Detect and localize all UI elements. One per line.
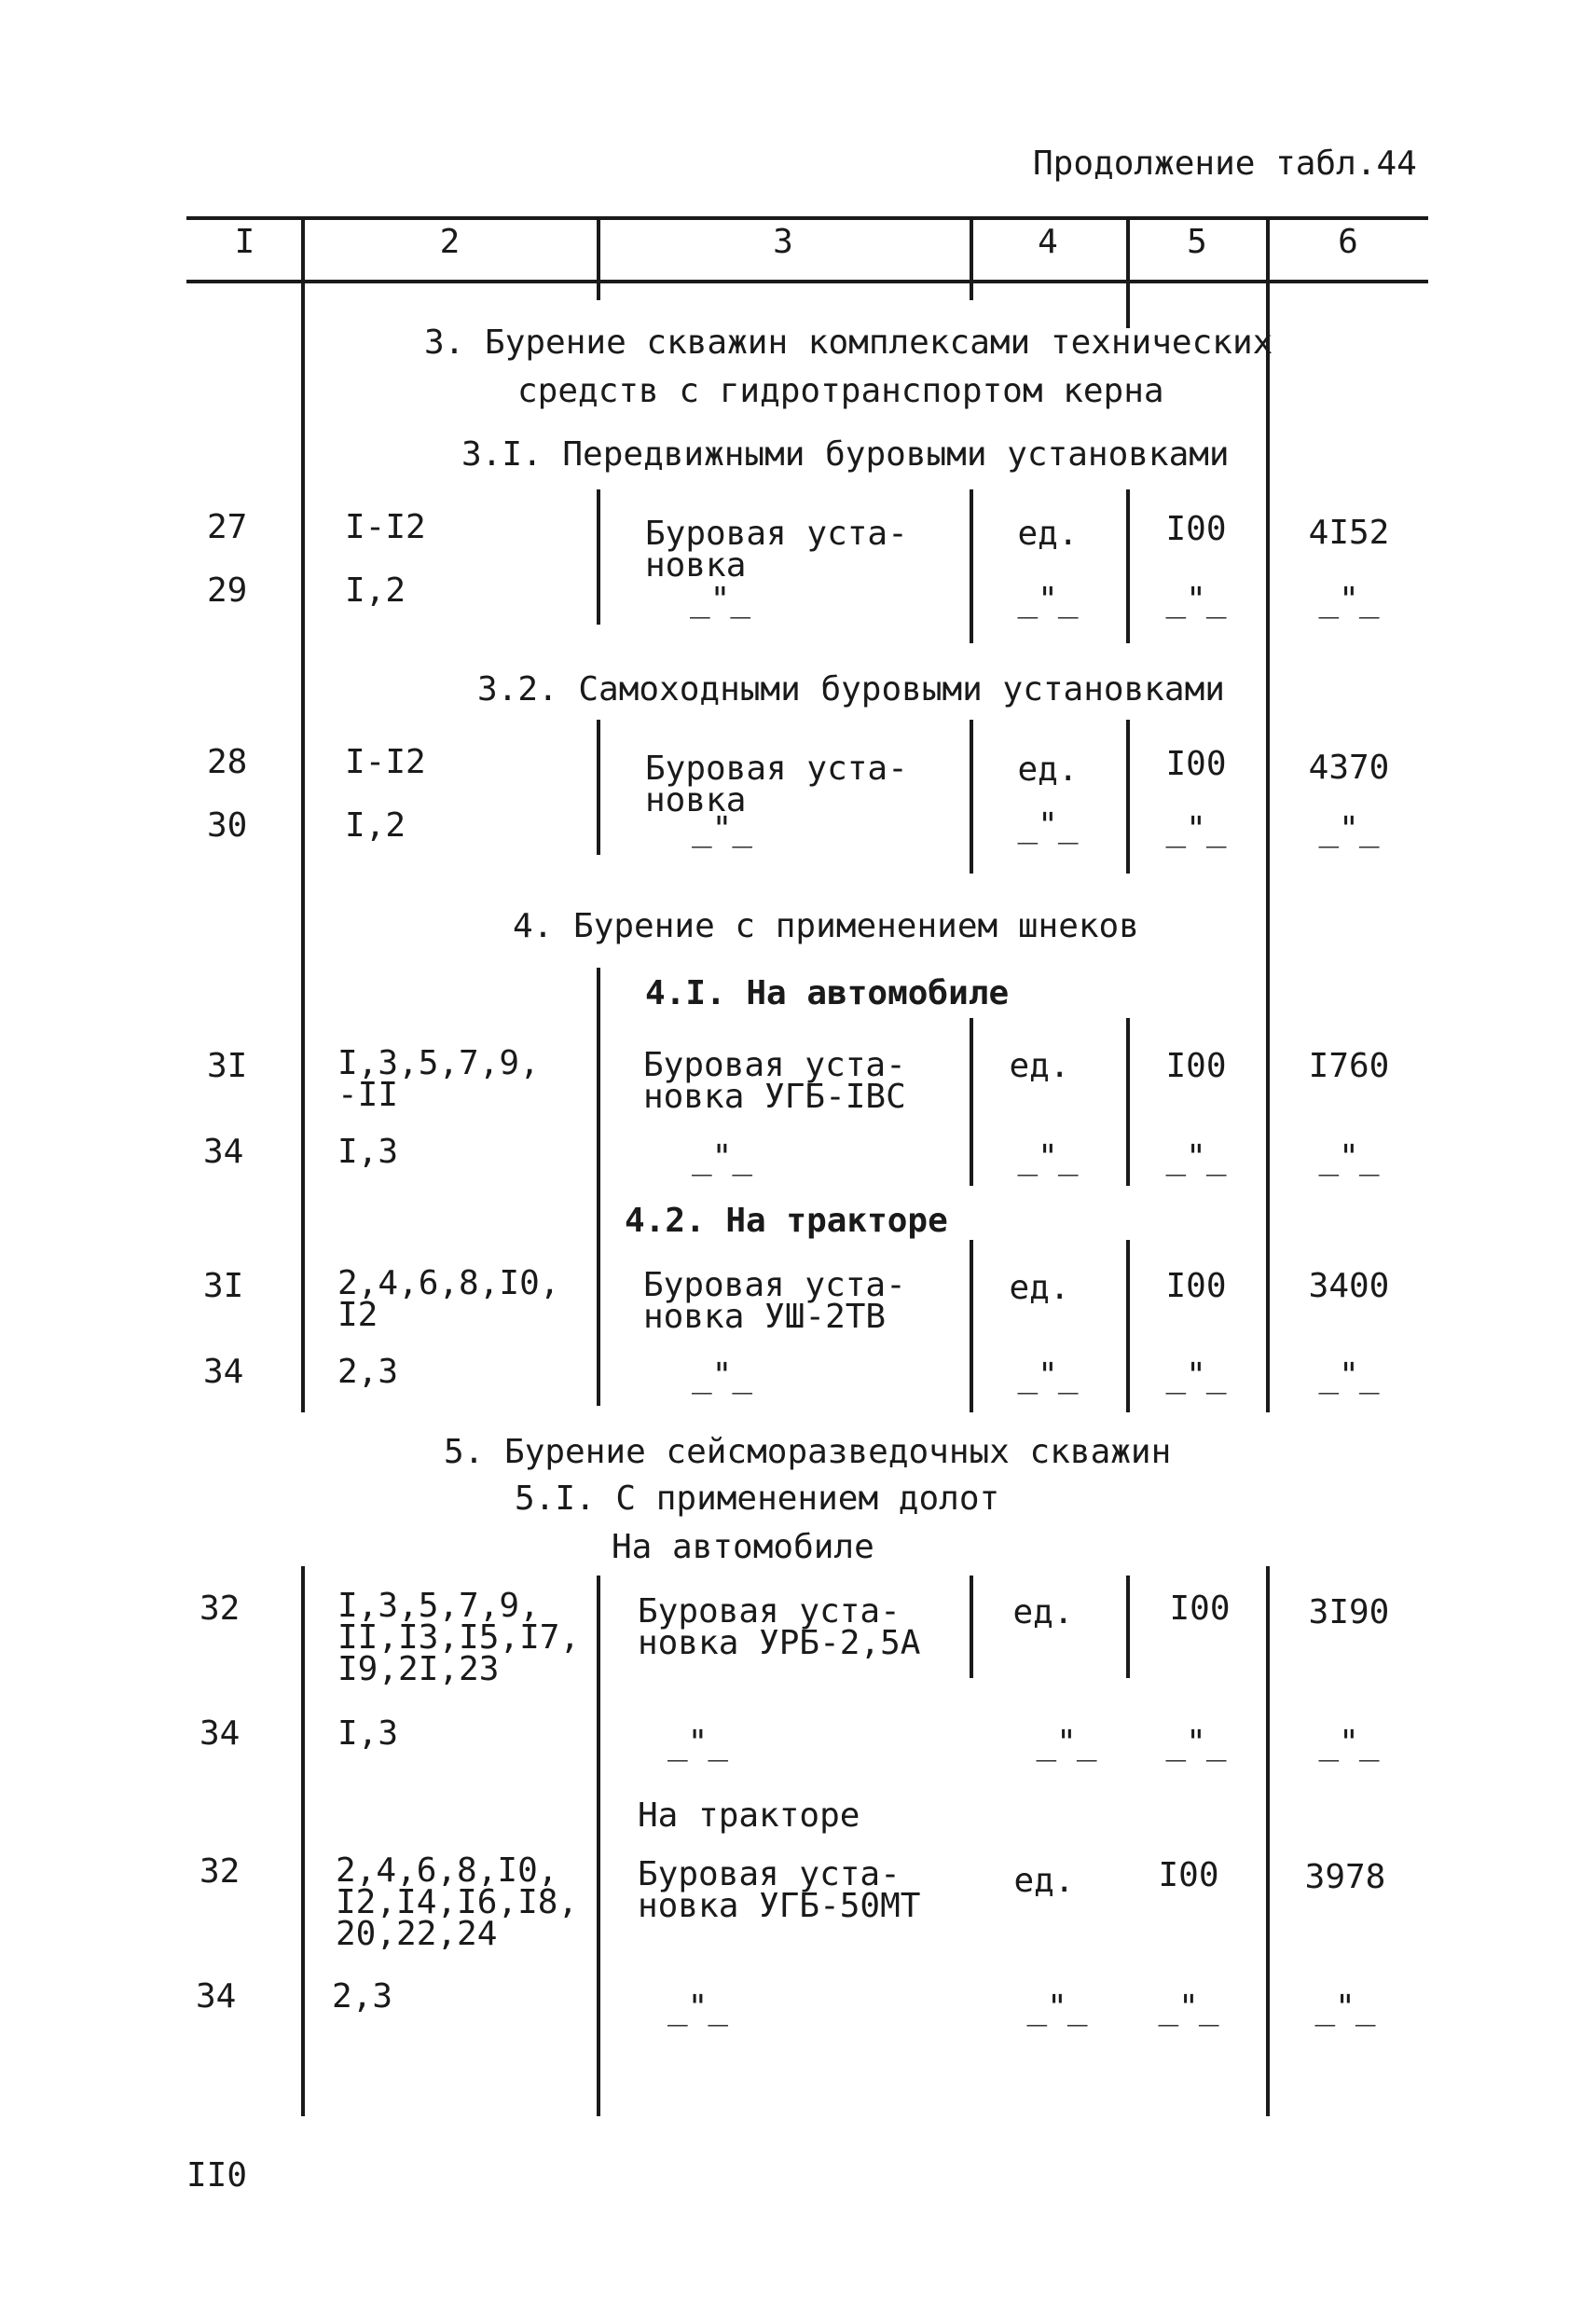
row-items: I,3,5,7,9, -II <box>337 1044 540 1115</box>
header-col-4: 4 <box>1038 223 1058 261</box>
row-number: 29 <box>207 571 248 610</box>
header-separator <box>1266 216 1270 283</box>
section-5-1-car: На автомобиле <box>612 1528 874 1566</box>
row-quantity: _"_ <box>1165 581 1227 619</box>
row-quantity: I00 <box>1158 1856 1219 1894</box>
row-quantity: I00 <box>1165 745 1227 783</box>
row-value: 3I90 <box>1308 1593 1390 1631</box>
column-rule-1-2 <box>301 280 305 1412</box>
row-quantity: I00 <box>1165 1047 1227 1085</box>
row-unit: _"_ <box>1036 1724 1097 1762</box>
column-rule-2-3 <box>597 1576 600 2116</box>
row-quantity: _"_ <box>1165 1138 1227 1177</box>
row-items: I,3 <box>337 1714 399 1753</box>
row-value: 3400 <box>1308 1267 1390 1305</box>
row-unit: ед. <box>1009 1269 1070 1307</box>
section-5-1-title: 5.I. С применением долот <box>515 1479 1000 1518</box>
header-separator <box>301 216 305 283</box>
row-unit: ед. <box>1013 1862 1075 1900</box>
row-value: _"_ <box>1318 1356 1380 1395</box>
row-equipment: Буровая уста- новка УГБ-50МТ <box>638 1855 921 1926</box>
row-equipment: _"_ <box>692 810 753 848</box>
row-equipment: Буровая уста- новка <box>645 750 908 820</box>
header-separator <box>970 216 973 300</box>
row-unit: _"_ <box>1017 1356 1079 1395</box>
row-quantity: I00 <box>1165 510 1227 548</box>
row-equipment: Буровая уста- новка <box>645 515 908 585</box>
row-number: 32 <box>200 1590 241 1628</box>
row-unit: ед. <box>1017 750 1079 789</box>
row-items: I,2 <box>345 571 406 610</box>
header-separator <box>597 216 600 300</box>
row-items: I-I2 <box>345 508 426 546</box>
section-3-2-title: 3.2. Самоходными буровыми установками <box>477 670 1225 709</box>
row-value: _"_ <box>1318 810 1380 848</box>
column-rule-4-5 <box>1126 1576 1130 1678</box>
row-number: 34 <box>203 1353 244 1391</box>
row-value: _"_ <box>1314 1989 1376 2027</box>
page-number: II0 <box>186 2156 248 2195</box>
column-rule-2-3 <box>597 968 600 1406</box>
column-rule-3-4 <box>970 489 973 643</box>
row-unit: ед. <box>1012 1593 1074 1631</box>
section-4-2-title: 4.2. На тракторе <box>625 1202 948 1240</box>
header-top-rule <box>186 216 1428 220</box>
row-value: I760 <box>1308 1047 1390 1085</box>
row-quantity: _"_ <box>1165 1356 1227 1395</box>
header-col-1: I <box>234 223 255 261</box>
row-number: 34 <box>196 1977 237 2016</box>
row-items: 2,3 <box>332 1977 393 2016</box>
section-4-title: 4. Бурение с применением шнеков <box>513 907 1139 945</box>
row-number: 30 <box>207 806 248 845</box>
row-value: 4370 <box>1308 749 1390 787</box>
row-quantity: _"_ <box>1158 1989 1219 2027</box>
section-5-title: 5. Бурение сейсморазведочных скважин <box>444 1433 1172 1471</box>
row-value: _"_ <box>1318 1724 1380 1762</box>
header-separator <box>1126 216 1130 328</box>
row-value: 4I52 <box>1308 514 1390 552</box>
row-equipment: Буровая уста- новка УРБ-2,5А <box>638 1592 921 1663</box>
row-items: I,3 <box>337 1133 399 1171</box>
header-col-6: 6 <box>1338 223 1358 261</box>
row-quantity: _"_ <box>1165 810 1227 848</box>
header-col-3: 3 <box>773 223 793 261</box>
header-bottom-rule <box>186 280 1428 283</box>
row-number: 32 <box>200 1852 241 1891</box>
row-equipment: _"_ <box>667 1989 729 2027</box>
row-items: I-I2 <box>345 743 426 781</box>
row-items: I,3,5,7,9, II,I3,I5,I7, I9,2I,23 <box>337 1587 581 1689</box>
row-equipment: Буровая уста- новка УГБ-IВС <box>643 1046 906 1117</box>
column-rule-3-4 <box>970 720 973 874</box>
header-col-2: 2 <box>439 223 461 261</box>
row-number: 3I <box>203 1267 244 1305</box>
column-rule-2-3 <box>597 720 600 855</box>
row-number: 34 <box>203 1133 244 1171</box>
row-equipment: _"_ <box>667 1724 729 1762</box>
row-number: 27 <box>207 508 248 546</box>
row-value: _"_ <box>1318 1138 1380 1177</box>
section-3-title: 3. Бурение скважин комплексами технических <box>424 323 1273 362</box>
row-items: 2,4,6,8,I0, I2 <box>337 1264 560 1335</box>
row-items: 2,4,6,8,I0, I2,I4,I6,I8, 20,22,24 <box>336 1851 579 1954</box>
column-rule-2-3 <box>597 489 600 625</box>
row-number: 34 <box>200 1714 241 1753</box>
row-number: 3I <box>207 1047 248 1085</box>
row-items: I,2 <box>345 806 406 845</box>
column-rule-5-6 <box>1266 1566 1270 2116</box>
row-number: 28 <box>207 743 248 781</box>
column-rule-4-5 <box>1126 720 1130 874</box>
section-5-1-tractor: На тракторе <box>638 1796 860 1835</box>
row-unit: _"_ <box>1017 806 1079 845</box>
row-equipment: _"_ <box>692 1356 753 1395</box>
row-quantity: I00 <box>1169 1590 1231 1628</box>
row-unit: ед. <box>1009 1047 1070 1085</box>
row-unit: _"_ <box>1017 1138 1079 1177</box>
section-4-1-title: 4.I. На автомобиле <box>645 974 1010 1012</box>
section-3-subtitle: средств с гидротранспортом керна <box>517 372 1164 410</box>
row-value: _"_ <box>1318 581 1380 619</box>
row-value: 3978 <box>1304 1858 1386 1896</box>
row-unit: _"_ <box>1026 1989 1088 2027</box>
column-rule-1-2 <box>301 1566 305 2116</box>
row-equipment: Буровая уста- новка УШ-2ТВ <box>643 1266 906 1337</box>
header-col-5: 5 <box>1187 223 1207 261</box>
section-3-1-title: 3.I. Передвижными буровыми установками <box>461 435 1230 474</box>
row-equipment: _"_ <box>690 581 751 619</box>
row-quantity: _"_ <box>1165 1724 1227 1762</box>
row-unit: _"_ <box>1017 581 1079 619</box>
row-quantity: I00 <box>1165 1267 1227 1305</box>
table-caption: Продолжение табл.44 <box>1033 144 1417 183</box>
row-equipment: _"_ <box>692 1138 753 1177</box>
row-items: 2,3 <box>337 1353 399 1391</box>
row-unit: ед. <box>1017 515 1079 553</box>
